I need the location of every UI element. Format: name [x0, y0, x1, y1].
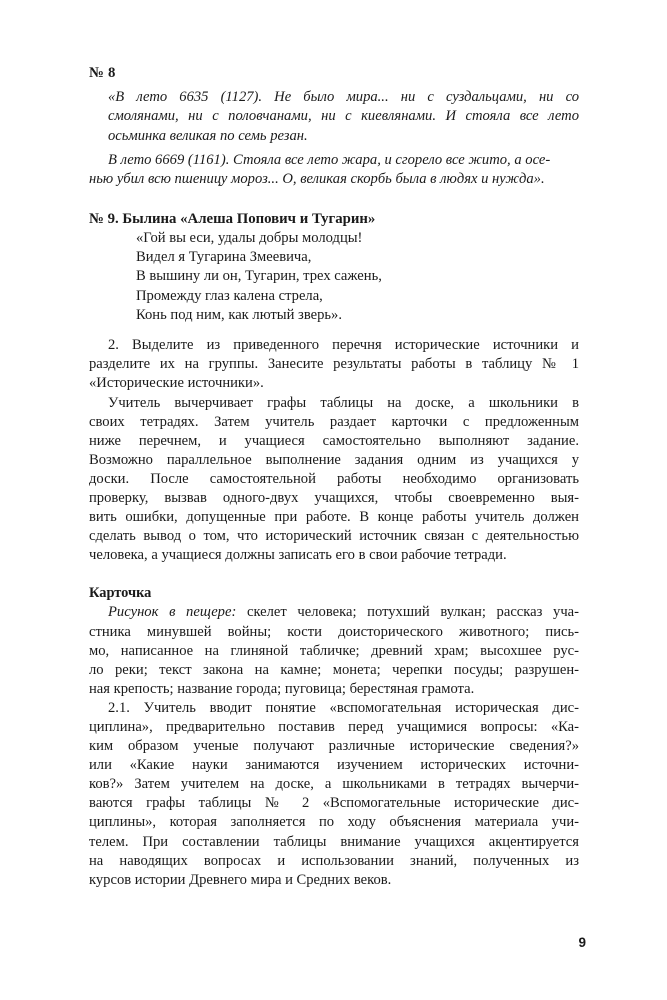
text-line: 2.1. Учитель вводит понятие «вспомогательная историческая дис-: [108, 699, 579, 716]
bylina-verse: [89, 229, 579, 325]
text-line: человека, а учащиеся должны записать его в свои рабочие тетради.: [89, 547, 507, 564]
text-line-rest: скелет человека; потухший вулкан; рассказ уча-: [236, 604, 580, 621]
text-line: нью убил всю пшеницу мороз... О, великая скорбь была в людях и нужда».: [89, 170, 545, 187]
text-line: ким образом ученые получают различные исторические сведения?»: [89, 738, 579, 755]
source-8-heading: № 8: [89, 65, 116, 81]
source-9-heading: № 9. Былина «Алеша Попович и Тугарин»: [89, 210, 376, 227]
verse-line: Видел я Тугарина Змеевича,: [136, 249, 312, 266]
text-line: В лето 6669 (1161). Стояла все лето жара, и сгорело все жито, а осе-: [108, 151, 551, 168]
page-number: 9: [578, 935, 586, 950]
card-lead-italic: Рисунок в пещере:: [108, 604, 237, 621]
spacer: [89, 189, 579, 210]
task-2-paragraph: [89, 336, 579, 393]
text-line: «В лето 6635 (1127). Не было мира... ни с суздальцами, ни со: [108, 89, 579, 106]
source-8-paragraph-2: [89, 151, 579, 189]
text-line: циплина», предварительно поставив перед учащимися вопросы: «Ка-: [89, 718, 579, 735]
text-line: мо, написанное на глиняной табличке; древний храм; высохшее рус-: [89, 642, 579, 659]
text-line: доски. После самостоятельной работы необходимо организовать: [89, 470, 579, 487]
text-line: разделите их на группы. Занесите результаты работы в таблицу № 1: [89, 356, 579, 373]
text-line: или «Какие науки занимаются изучением исторических источни-: [89, 757, 579, 774]
text-line: на наводящих вопросах и использовании знаний, полученных из: [89, 852, 579, 869]
text-line: ков?» Затем учителем на доске, а школьниками в тетрадях вычерчи-: [89, 776, 579, 793]
spacer: [89, 325, 579, 336]
method-paragraph: [89, 394, 579, 566]
text-line: Учитель вычерчивает графы таблицы на доске, а школьники в: [108, 394, 579, 411]
text-line: [89, 603, 579, 622]
card-heading: Карточка: [89, 585, 152, 602]
page-content: [89, 64, 579, 890]
verse-line: В вышину ли он, Тугарин, трех сажень,: [136, 268, 382, 285]
text-line: вить ошибки, допущенные при работе. В конце работы учитель должен: [89, 509, 579, 526]
text-line: осьминка великая по семь резан.: [108, 127, 308, 144]
text-line: ло реки; текст закона на камне; монета; черепки посуды; разрушен-: [89, 661, 579, 678]
verse-line: «Гой вы еси, удалы добры молодцы!: [136, 229, 363, 246]
spacer: [89, 565, 579, 584]
verse-line: Конь под ним, как лютый зверь».: [136, 306, 342, 323]
task-2-1-paragraph: [89, 699, 579, 890]
text-line: 2. Выделите из приведенного перечня исторические источники и: [108, 337, 579, 354]
card-list-paragraph: [89, 603, 579, 698]
text-line: стника минувшей войны; кости доисторического животного; пись-: [89, 623, 579, 640]
text-line: смолянами, ни с половчанами, ни с киевлянами. И стояла все лето: [108, 108, 579, 125]
text-line: курсов истории Древнего мира и Средних веков.: [89, 871, 392, 888]
text-line: ниже перечнем, и учащиеся самостоятельно выполняют задание.: [89, 432, 579, 449]
text-line: Возможно параллельное выполнение задания одним из учащихся у: [89, 451, 579, 468]
verse-line: Промежду глаз калена стрела,: [136, 287, 323, 304]
text-line: ная крепость; название города; пуговица; берестяная грамота.: [89, 680, 475, 697]
text-line: своих тетрадях. Затем учитель раздает карточки с предложенным: [89, 413, 579, 430]
text-line: циплины», которая заполняется по ходу объяснения материала учи-: [89, 814, 579, 831]
text-line: «Исторические источники».: [89, 375, 264, 392]
text-line: проверку, вызвав одного-двух учащихся, чтобы своевременно выя-: [89, 490, 579, 507]
text-line: сделать вывод о том, что исторический источник связан с деятельностью: [89, 528, 579, 545]
text-line: ваются графы таблицы № 2 «Вспомогательные исторические дис-: [89, 795, 579, 812]
source-8-paragraph-1: [89, 88, 579, 146]
text-line: телем. При составлении таблицы внимание учащихся акцентируется: [89, 833, 579, 850]
